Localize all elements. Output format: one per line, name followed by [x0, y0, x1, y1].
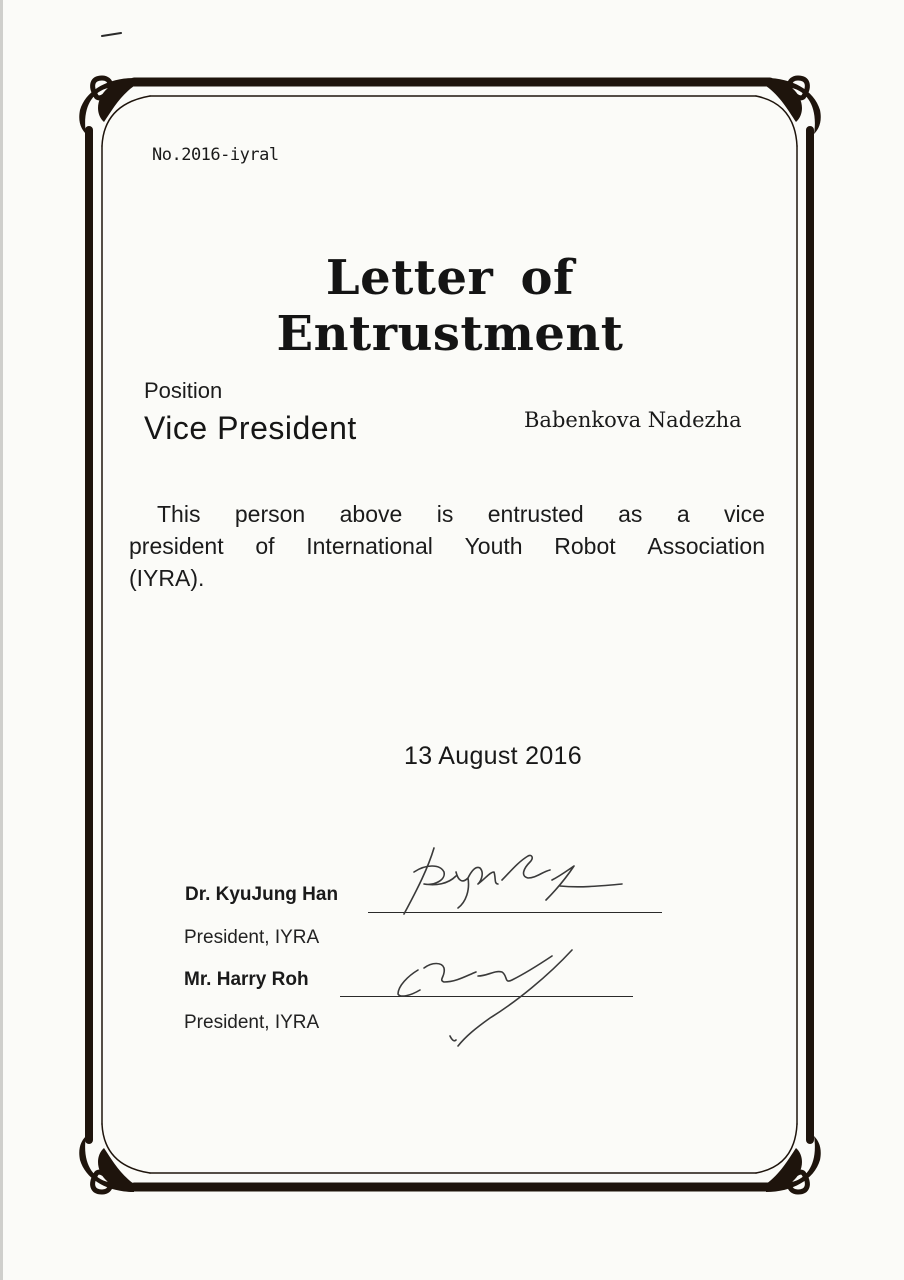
- signatory-2-signature-line: [340, 996, 633, 997]
- signatory-2-title: President, IYRA: [184, 1012, 320, 1033]
- signatory-2-name: Mr. Harry Roh: [184, 969, 309, 990]
- document-title: Letter of Entrustment: [276, 250, 624, 362]
- statement-line-3: (IYRA).: [129, 565, 205, 591]
- entrustment-statement: [129, 498, 765, 594]
- position-value: Vice President: [144, 410, 357, 446]
- statement-line-1: This person above is entrusted as a vice: [157, 501, 765, 527]
- issue-date: 13 August 2016: [404, 742, 582, 770]
- signatory-1-signature-line: [368, 912, 662, 913]
- document-number: No.2016-iyral: [152, 145, 279, 165]
- signatory-1-title: President, IYRA: [184, 927, 320, 948]
- position-label: Position: [144, 378, 223, 403]
- person-name: Babenkova Nadezha: [524, 408, 742, 432]
- statement-line-2: president of International Youth Robot Association: [129, 533, 765, 559]
- signatory-1-name: Dr. KyuJung Han: [185, 884, 339, 905]
